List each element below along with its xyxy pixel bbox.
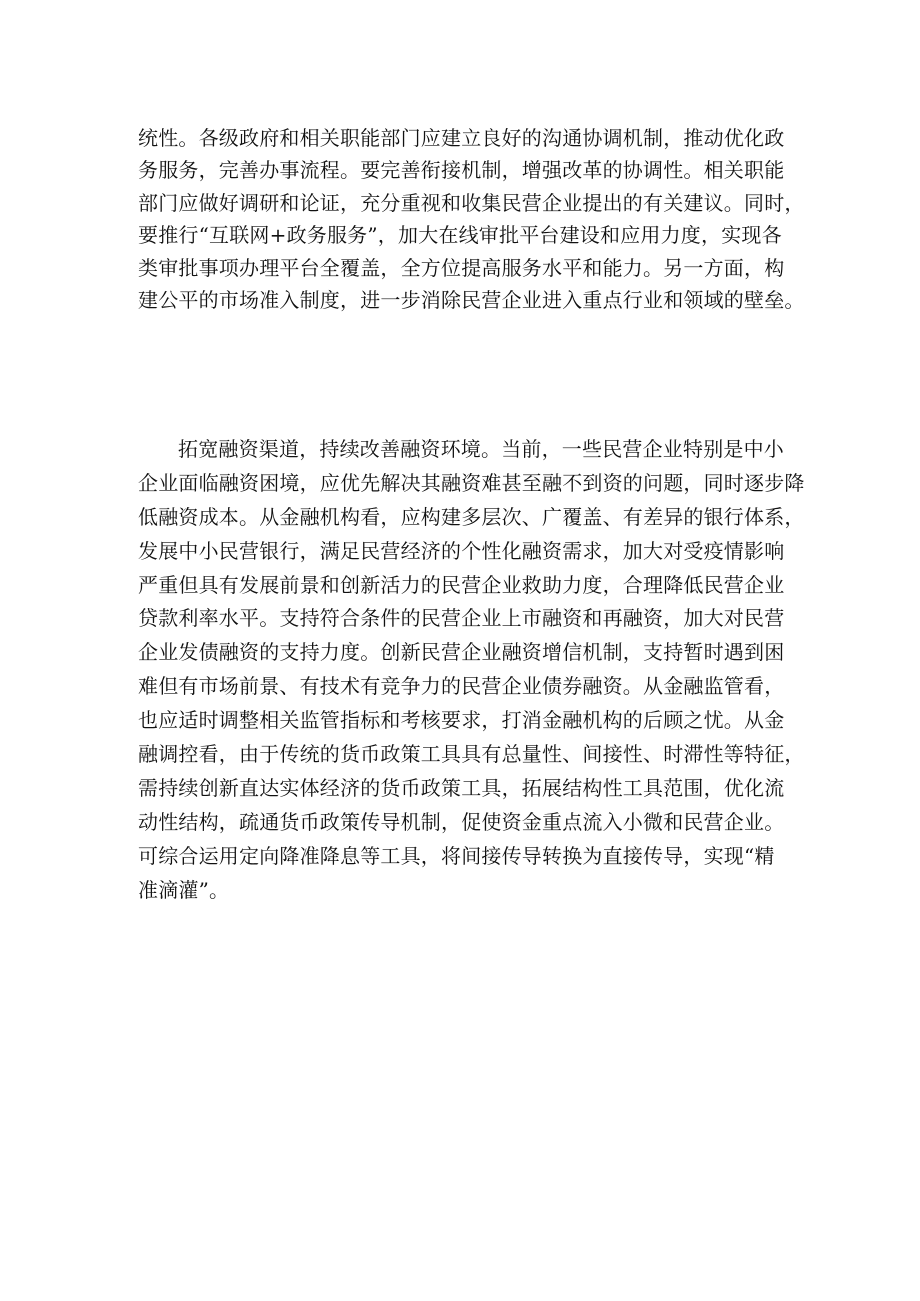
text-line: 融调控看，由于传统的货币政策工具具有总量性、间接性、时滞性等特征， [138, 742, 805, 767]
text-line: 企业发债融资的支持力度。创新民营企业融资增信机制，支持暂时遇到困 [138, 640, 785, 665]
text-line: 类审批事项办理平台全覆盖，全方位提高服务水平和能力。另一方面，构 [138, 255, 785, 280]
text-line: 部门应做好调研和论证，充分重视和收集民营企业提出的有关建议。同时， [138, 190, 805, 215]
text-line: 难但有市场前景、有技术有竞争力的民营企业债券融资。从金融监管看， [138, 674, 785, 699]
text-line: 低融资成本。从金融机构看，应构建多层次、广覆盖、有差异的银行体系， [138, 504, 805, 529]
text-line: 企业面临融资困境，应优先解决其融资难甚至融不到资的问题，同时逐步降 [138, 470, 805, 495]
text-line: 发展中小民营银行，满足民营经济的个性化融资需求，加大对受疫情影响 [138, 538, 785, 563]
text-line: 严重但具有发展前景和创新活力的民营企业救助力度，合理降低民营企业 [138, 572, 785, 597]
text-line-indented: 拓宽融资渠道，持续改善融资环境。当前，一些民营企业特别是中小 [178, 437, 784, 461]
text-line: 贷款利率水平。支持符合条件的民营企业上市融资和再融资，加大对民营 [138, 606, 785, 631]
text-line: 也应适时调整相关监管指标和考核要求，打消金融机构的后顾之忧。从金 [138, 708, 785, 733]
text-line: 要推行“互联网+政务服务”，加大在线审批平台建设和应用力度，实现各 [138, 223, 782, 248]
text-line: 统性。各级政府和相关职能部门应建立良好的沟通协调机制，推动优化政 [138, 126, 785, 150]
paragraph-1 [138, 122, 805, 316]
paragraph-2 [138, 433, 805, 907]
text-line: 需持续创新直达实体经济的货币政策工具，拓展结构性工具范围，优化流 [138, 775, 785, 800]
text-line: 准滴灌”。 [138, 877, 230, 902]
text-line: 建公平的市场准入制度，进一步消除民营企业进入重点行业和领域的壁垒。 [138, 287, 805, 312]
text-line: 动性结构，疏通货币政策传导机制，促使资金重点流入小微和民营企业。 [138, 809, 785, 834]
text-line: 务服务，完善办事流程。要完善衔接机制，增强改革的协调性。相关职能 [138, 158, 785, 183]
text-line: 可综合运用定向降准降息等工具，将间接传导转换为直接传导，实现“精 [138, 843, 775, 868]
